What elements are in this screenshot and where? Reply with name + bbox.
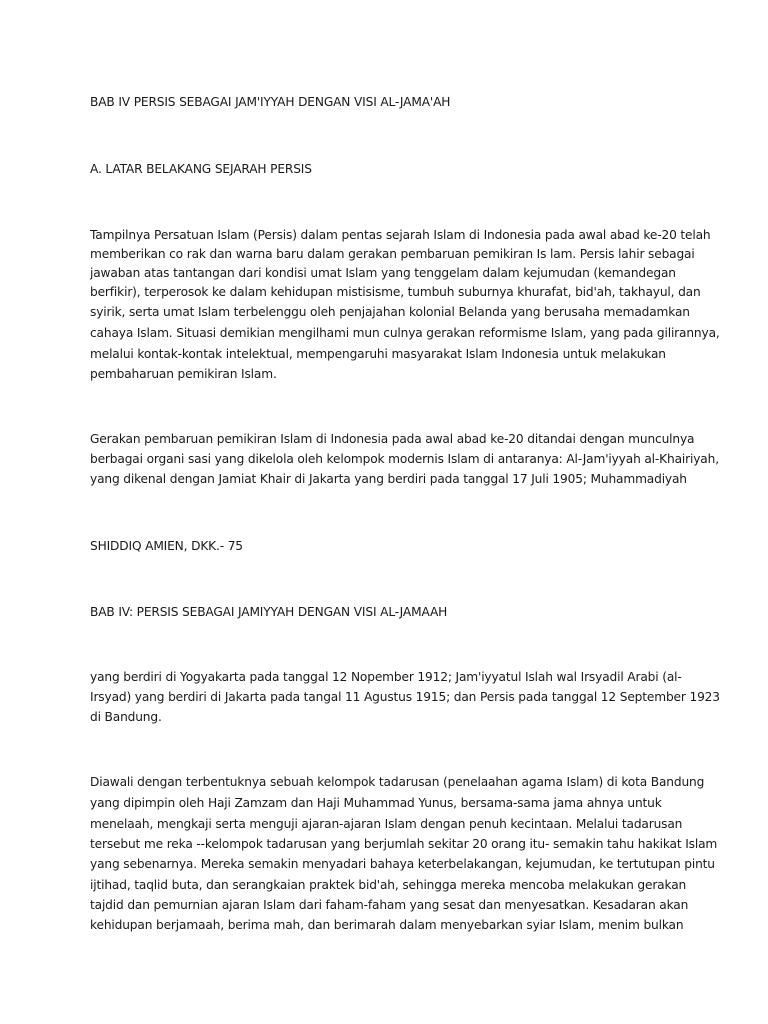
- paragraph-line: Gerakan pembaruan pemikiran Islam di Indonesia pada awal abad ke-20 ditandai dengan munculnya: [90, 432, 695, 446]
- paragraph-line: di Bandung.: [90, 710, 162, 724]
- paragraph-line: jawaban atas tantangan dari kondisi umat Islam yang tenggelam dalam kejumudan (kemandegan: [90, 266, 676, 280]
- paragraph-line: yang berdiri di Yogyakarta pada tanggal 12 Nopember 1912; Jam'iyyatul Islah wal Irsyadil Arabi (al-: [90, 670, 682, 684]
- page-footer: SHIDDIQ AMIEN, DKK.- 75: [90, 539, 243, 553]
- paragraph-line: tajdid dan pemurnian ajaran Islam dari faham-faham yang sesat dan menyesatkan. Kesadaran akan: [90, 898, 689, 912]
- paragraph-line: menelaah, mengkaji serta menguji ajaran-ajaran Islam dengan penuh kecintaan. Melalui tadarusan: [90, 817, 683, 831]
- paragraph-line: melalui kontak-kontak intelektual, mempengaruhi masyarakat Islam Indonesia untuk melakukan: [90, 347, 666, 361]
- paragraph-line: kehidupan berjamaah, berima mah, dan berimarah dalam menyebarkan syiar Islam, menim bulkan: [90, 918, 684, 932]
- section-heading: A. LATAR BELAKANG SEJARAH PERSIS: [90, 162, 312, 176]
- paragraph-line: berbagai organi sasi yang dikelola oleh kelompok modernis Islam di antaranya: Al-Jam'iyyah al-Khairiyah,: [90, 452, 719, 466]
- paragraph-line: yang dikenal dengan Jamiat Khair di Jakarta yang berdiri pada tanggal 17 Juli 1905; Muhammadiyah: [90, 472, 687, 486]
- paragraph-line: yang sebenarnya. Mereka semakin menyadari bahaya keterbelakangan, kejumudan, ke tertutupan pintu: [90, 857, 715, 871]
- paragraph-line: syirik, serta umat Islam terbelenggu oleh penjajahan kolonial Belanda yang berusaha memadamkan: [90, 305, 690, 319]
- paragraph-line: pembaharuan pemikiran Islam.: [90, 367, 277, 381]
- paragraph-line: tersebut me reka --kelompok tadarusan yang berjumlah sekitar 20 orang itu- semakin tahu hakikat Islam: [90, 837, 718, 851]
- paragraph-line: ijtihad, taqlid buta, dan serangkaian praktek bid'ah, sehingga mereka mencoba melakukan gerakan: [90, 878, 687, 892]
- paragraph-line: Tampilnya Persatuan Islam (Persis) dalam pentas sejarah Islam di Indonesia pada awal abad ke-20 telah: [90, 228, 711, 242]
- paragraph-line: yang dipimpin oleh Haji Zamzam dan Haji Muhammad Yunus, bersama-sama jama ahnya untuk: [90, 796, 662, 810]
- paragraph-line: cahaya Islam. Situasi demikian mengilhami mun culnya gerakan reformisme Islam, yang pada gilirannya,: [90, 326, 720, 340]
- paragraph-line: berfikir), terperosok ke dalam kehidupan mistisisme, tumbuh suburnya khurafat, bid'ah, takhayul, dan: [90, 285, 701, 299]
- paragraph-line: Diawali dengan terbentuknya sebuah kelompok tadarusan (penelaahan agama Islam) di kota Bandung: [90, 775, 705, 789]
- chapter-heading: BAB IV PERSIS SEBAGAI JAM'IYYAH DENGAN VISI AL-JAMA'AH: [90, 95, 451, 109]
- paragraph-line: Irsyad) yang berdiri di Jakarta pada tangal 11 Agustus 1915; dan Persis pada tanggal 12 September 1923: [90, 690, 720, 704]
- paragraph-line: memberikan co rak dan warna baru dalam gerakan pembaruan pemikiran Is lam. Persis lahir sebagai: [90, 247, 695, 261]
- running-header: BAB IV: PERSIS SEBAGAI JAMIYYAH DENGAN VISI AL-JAMAAH: [90, 605, 448, 619]
